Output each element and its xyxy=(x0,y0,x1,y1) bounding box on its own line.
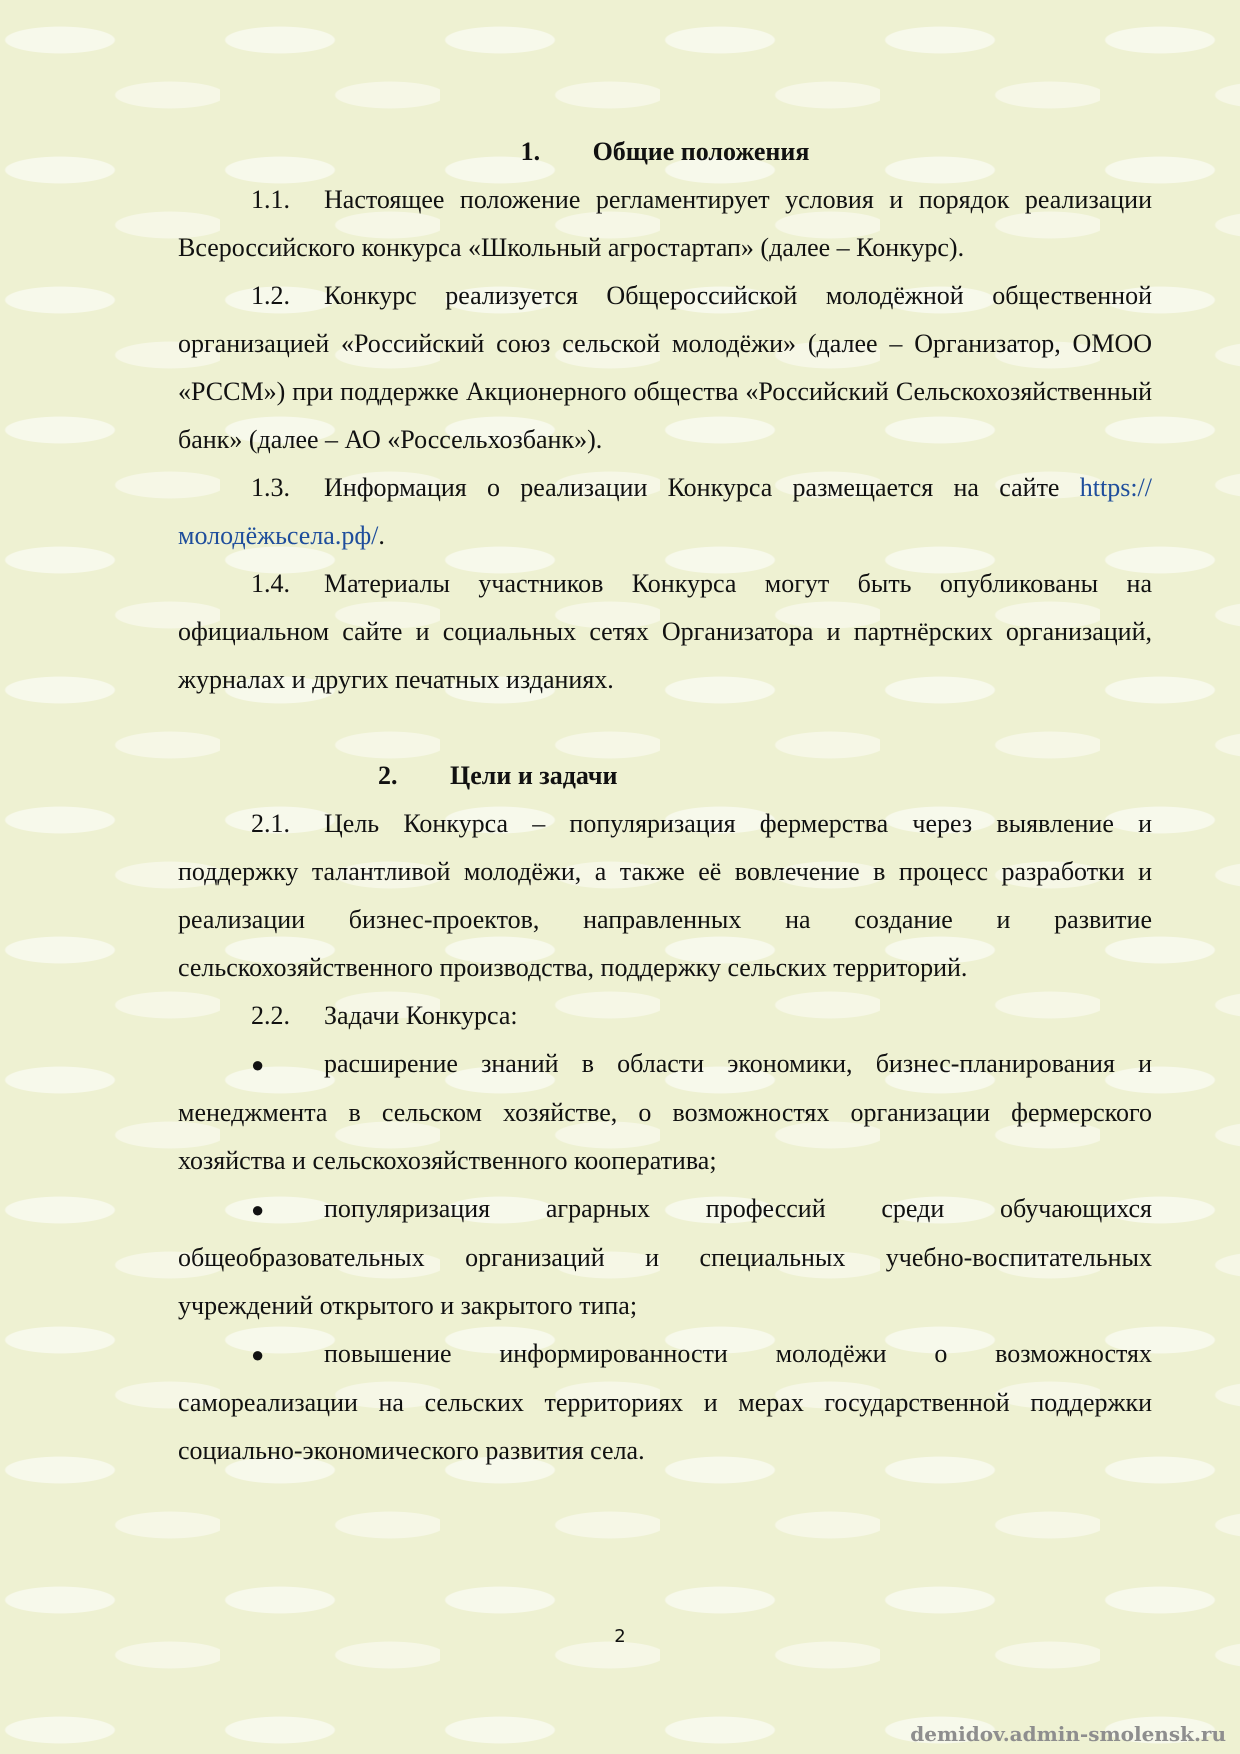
bullet-icon: ● xyxy=(251,1197,265,1222)
paragraph-number: 1.4. xyxy=(251,569,290,598)
paragraph-1-1 xyxy=(178,176,1152,272)
paragraph-number: 1.2. xyxy=(251,281,290,310)
section-2-heading xyxy=(178,752,1152,800)
paragraph-text: Материалы участников Конкурса могут быть опубликованы на официальном сайте и социальных сетях Организатора и партнёрских организаций, журналах и других печатных изданиях. xyxy=(178,569,1152,694)
paragraph-text: Настоящее положение регламентирует условия и порядок реализации Всероссийского конкурса «Школьный агростартап» (далее – Конкурс). xyxy=(178,185,1152,262)
paragraph-1-4 xyxy=(178,560,1152,704)
paragraph-1-3 xyxy=(178,464,1152,560)
bullet-item xyxy=(178,1185,1152,1330)
section-2-title: Цели и задачи xyxy=(450,761,618,790)
section-1-number: 1. xyxy=(520,137,541,166)
paragraph-2-2 xyxy=(178,992,1152,1040)
paragraph-text: Цель Конкурса – популяризация фермерства через выявление и поддержку талантливой молодёжи, а также её вовлечение в процесс разработки и реализации бизнес-проектов, направленных на создание и развитие сельскохозяйственного производства, поддержку сельских территорий. xyxy=(178,809,1152,982)
bullet-text: популяризация аграрных профессий среди обучающихся общеобразовательных организаций и специальных учебно-воспитательных учреждений открытого и закрытого типа; xyxy=(178,1194,1152,1320)
page-number: 2 xyxy=(614,1626,626,1647)
section-gap xyxy=(178,704,1152,752)
bullet-icon: ● xyxy=(251,1052,265,1077)
bullet-icon: ● xyxy=(251,1342,265,1367)
paragraph-tail: . xyxy=(378,521,385,550)
paragraph-number: 1.3. xyxy=(251,473,290,502)
bullet-text: повышение информированности молодёжи о возможностях самореализации на сельских территориях и мерах государственной поддержки социально-экономического развития села. xyxy=(178,1339,1152,1465)
section-1-title: Общие положения xyxy=(592,137,810,166)
section-2-number: 2. xyxy=(378,761,398,790)
bullet-item xyxy=(178,1040,1152,1185)
paragraph-1-2 xyxy=(178,272,1152,464)
paragraph-text: Информация о реализации Конкурса размещается на сайте xyxy=(324,473,1060,502)
document-page xyxy=(178,128,1152,1475)
site-link[interactable]: https://молодёжьсела.рф/ xyxy=(178,473,1152,550)
paragraph-2-1 xyxy=(178,800,1152,992)
bullet-text: расширение знаний в области экономики, бизнес-планирования и менеджмента в сельском хозяйстве, о возможностях организации фермерского хозяйства и сельскохозяйственного кооператива; xyxy=(178,1049,1152,1175)
paragraph-number: 1.1. xyxy=(251,185,290,214)
bullet-item xyxy=(178,1330,1152,1475)
paragraph-number: 2.1. xyxy=(251,809,290,838)
section-1-heading xyxy=(178,128,1152,176)
site-watermark: demidov.admin-smolensk.ru xyxy=(910,1722,1226,1746)
paragraph-text: Задачи Конкурса: xyxy=(324,1001,518,1030)
paragraph-text: Конкурс реализуется Общероссийской молодёжной общественной организацией «Российский союз сельской молодёжи» (далее – Организатор, ОМОО «РССМ») при поддержке Акционерного общества «Российский Сельскохозяйственный банк» (далее – АО «Россельхозбанк»). xyxy=(178,281,1152,454)
paragraph-number: 2.2. xyxy=(251,1001,290,1030)
